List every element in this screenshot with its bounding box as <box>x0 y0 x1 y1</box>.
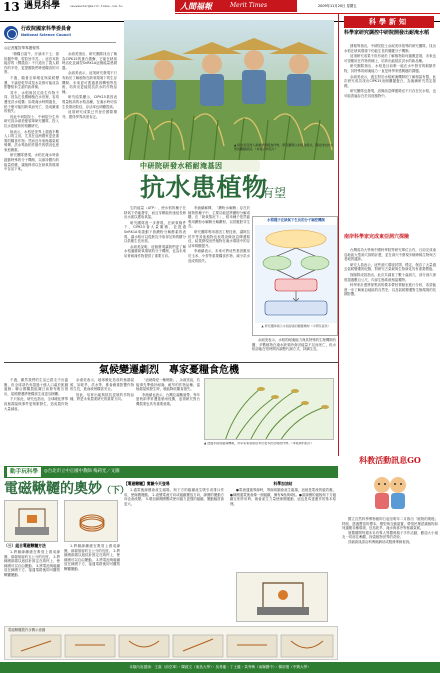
byline: ◎記者羅智華專題報導 <box>4 46 40 50</box>
paragraph: 因此中研院院士、中研院分生所研究員余淑美便領軍研究團隊，投入抗水患植物的相關研究。 <box>4 114 59 128</box>
paragraph: 研究團隊也發現，這條訊息傳遞路徑不只存在於水稻，也可能普遍存在於其他植物中。 <box>344 89 436 98</box>
sidebar-banner: 科學新知 <box>344 16 434 28</box>
paragraph: 研究團隊利用基因工程技術，讓阿拉伯芥等其他植物也表現這條訊息傳遞路徑，結果發現這些植物在淹水環境中的存活率明顯提升。 <box>188 229 250 248</box>
paragraph: 研究團隊發現，水稻在淹水時會啟動特殊的分子機制，以維持體內的能量供應，讓植株得以在缺氧的環境中存活下來。 <box>4 153 59 172</box>
figure-title: 水稻種子在缺氧下生長的分子調控機制 <box>267 218 325 222</box>
signaling-pathway-diagram <box>255 225 337 323</box>
contact-email[interactable]: newsmaster@merit-times.com.tw <box>70 4 123 8</box>
paragraph: 余淑美表示，過去對於水稻耐淹機制的了解相當有限，此次研究成功找出CIPK15這個關鍵蛋白，為後續研究奠定基礎。 <box>344 74 436 88</box>
step-heading-2: 【電磁鞦韆】實驗今天登場 <box>124 481 170 486</box>
paragraph: 研究團隊指出，水稻是目前唯一能在水中發芽的穀類作物，其特殊的耐淹能力一直是科學家感興趣的課題。 <box>344 64 436 73</box>
section-title: 遇見科學 <box>24 1 61 11</box>
climate-column-2 <box>70 378 134 462</box>
swing-result-image <box>237 573 328 622</box>
brand-chinese: 人間福報 <box>180 1 212 11</box>
paragraph: 「這就像是一種保險」，余淑美說，若能事先準備好耐淹、耐旱的作物品種，當極端氣候發生時，就能降低糧食損失。 <box>136 378 200 392</box>
paragraph: 研究人員表示，這些洞穴環境封閉、穩定，保存了大量過去氣候變遷的紀錄，對研究古氣候與生物演化具有重要價值。 <box>344 262 436 272</box>
sponsor-name-en: National Science Council <box>21 33 71 37</box>
paragraph: 國立自然科學博物館即日起至明年二月推出「植物的奧秘」特展，透過豐富的標本、模型與互動裝置，帶領民眾認識植物如何適應各種環境，包括乾旱、淹水與寒冷等極端氣候。 <box>342 517 438 531</box>
science-news-sidebar <box>338 14 438 456</box>
activity-column-4 <box>230 488 336 568</box>
paragraph: 台灣成功大學與中國科學院等研究單位合作，日前完成東亞地區大型洞穴探勘計畫，並在洞穴中發現多種珍稀生物與古老地質遺跡。 <box>344 248 436 262</box>
climate-photo-caption: ▲ 透過水稻的耐淹機制，科學家希望能培育出更多抗逆境的作物。（本報資料照片） <box>204 442 314 445</box>
coil-photo <box>64 500 118 542</box>
figure-caption: ▲ 研究團隊揭示水稻耐淹的關鍵機制（中研院提供） <box>261 324 331 328</box>
paragraph: 不過，隨著全球暖化與氣候變遷，不論是乾旱或是水災都可能成為影響稻米生產的致命傷。 <box>4 75 59 90</box>
brand-english: Merit Times <box>230 2 268 9</box>
newspaper-brand <box>175 0 297 12</box>
paragraph: 余淑美表示，水稻的耐淹能力與其特殊的生理機制有關，多數植物在淹水缺氧時會因能量不足而死亡，但水稻卻能在短時間內調整代謝方式，持續生長。 <box>252 338 336 352</box>
paragraph: 不過，雖然我們的生活已經走不出溫飽，但全球卻仍有超過十億人口處於飢餓邊緣；聯合國糧農組織日前發布報告指出，氣候變遷將使糧食生產更加困難。 <box>4 378 68 396</box>
activity-author: ◎台北市立中正國中教師 梅莉光／文圖 <box>44 469 120 474</box>
paragraph: 因此，培育出能夠抵抗逆境的作物品種，將是未來農業研究的重要方向。 <box>70 392 134 402</box>
step-diagram-image <box>7 633 337 659</box>
activity-column-3 <box>124 488 224 622</box>
climate-headline: 氣候變遷劇烈 專家憂糧食危機 <box>99 365 239 376</box>
sidebar-heading-2: 南岸科學家完成東亞洞穴探險 <box>344 234 410 240</box>
paragraph: 余淑美說明，這個發現讓我們更了解水稻適應缺氧環境的分子機制，也為未來培育耐淹作物提供了重要方向。 <box>124 244 186 258</box>
paragraph: 這項研究成果不但有助於了解植物如何適應逆境，未來也可望應用在作物育種上，培育出能抵抗洪水的新品種。 <box>344 54 436 63</box>
climate-column-1 <box>4 378 68 462</box>
article-column-1 <box>124 206 186 356</box>
coil-image <box>65 501 118 542</box>
cartoon-kids-icon <box>366 467 414 515</box>
intro-column-2 <box>62 52 117 352</box>
activity-column-2 <box>64 544 120 622</box>
step-diagram-strip <box>4 626 338 660</box>
paragraph: 余淑美指出，研究團隊找出了稱為CIPK15的蛋白激酶，它能在缺氧時活化並調控SnRK1A這個能量感測器。 <box>62 52 117 70</box>
kicker: 中研院研發水稻耐淹基因 <box>140 162 223 170</box>
event-box-body <box>342 517 438 545</box>
paragraph: 展覽期間每週末另有專人導覽與親子手作活動，歡迎大小朋友一同前往參觀，探索植物世界的奇妙。 <box>342 530 438 540</box>
photo-caption: ▲ 稻米是亞洲人最重要的糧食作物，研究團隊以水稻為模式，期能找出抗水患的關鍵基因。（本報資料照片） <box>234 143 334 151</box>
activity-title-suffix: （下） <box>102 486 130 496</box>
main-headline: 抗水患植物 <box>140 173 268 202</box>
paragraph: 余淑美表示，地球暖化造成的極端氣候，如乾旱、洪水等，都會嚴重影響作物的生長，進而威脅糧食安全。 <box>70 378 134 392</box>
issue-date: 2009年11月20日 星期五 <box>318 4 357 8</box>
paragraph: 李涌鎮解釋，「澱粉水解酶」存在於植物的種子中，主要功能是將澱粉分解成糖。在「缺氧情況下」，稻米種子依然能利用澱粉水解酶分解澱粉，以供應胚芽生長。 <box>188 206 250 229</box>
paragraph: 不只如此，研究也指出，全球暖化將導致極端氣候事件更頻繁發生，造成農作物大量減產。 <box>4 397 68 411</box>
children-in-rice-field-image <box>124 20 334 160</box>
paragraph: 詳細資訊請洽科博館網站或服務專線查詢。 <box>348 539 413 544</box>
rice-stalk-image <box>205 379 334 440</box>
sidebar-body-2 <box>344 248 436 448</box>
footer-credits: 本版內容諮詢：王嘉（前空軍）・陳啟文（東吳大學）・吳易龍・丁士龍・黃秀梅（南縣國中）・楊裕強（中興大學） <box>0 662 440 673</box>
paragraph: 1.將銅線纏繞在吸管上做成線圈，兩端預留約五公分的長度。 2.將線圈兩端以迴紋針固定在紙杯上，使線圈可以自由擺動。 3.將電池與磁鐵放在線圈下方，接通電路後即可觀察鞦韆擺動。 <box>4 550 60 577</box>
paragraph: 其中，水稻與其它陸生作物不同，因為它長期種植在水田裡，容易遭受洪水侵襲；如果淹水時間過長，稻子便可能因缺氧而死亡，造成嚴重的損失。 <box>4 90 59 114</box>
paragraph: 李涌鎮也表示，台灣位處颱風帶，每年夏秋兩季常遭逢豪雨侵襲，這項研究對台灣農業也具有重要意義。 <box>136 392 200 406</box>
mechanism-figure <box>252 216 338 336</box>
sponsor-name: 行政院國家科學委員會 <box>21 26 72 32</box>
paragraph: ●電流通過導線時，導線周圍會產生磁場，這就是電流的磁效應。●線圈通電後會像一個磁鐵，擁有N極與S極。●當線圈的磁極與下方磁鐵互相作用時，就會產生力量使線圈運動，這也是馬達運作的基本原理。 <box>230 488 336 506</box>
page-number: 13 <box>3 0 20 14</box>
activity-column-1 <box>4 550 60 622</box>
sidebar-body-1 <box>344 44 436 228</box>
climate-column-3 <box>136 378 200 462</box>
paragraph: 據報導指出，中研院院士余淑美所領導的研究團隊，找出水稻在缺氧環境下仍能生長的關鍵分子機制。 <box>344 44 436 53</box>
result-photo <box>236 572 328 622</box>
activity-label: 動手玩科學 <box>7 467 41 477</box>
paragraph: 她表示，水稻是世界上超過半數人口的主食，尤其在亞洲國家更是重要的糧食作物；然而近年來極端氣候頻傳，洪水導致稻作損失的情況也愈來愈嚴重。 <box>4 129 59 152</box>
article-column-2 <box>188 206 250 356</box>
rice-field-photo <box>124 20 334 160</box>
magnet-apparatus-image <box>5 501 58 542</box>
nsc-logo-icon <box>4 26 18 40</box>
paragraph: 探險隊成員指出，此次共調查了數十處洞穴，部分洞穴深度超過數百公尺，內部生態系統相當獨特。 <box>344 272 436 282</box>
paragraph: 「雜糧日當午，汗滴禾下土；誰知盤中飧，粒粒皆辛苦。」這首耳熟能詳的《憫農詩》不只道出了農人耕作的辛勞，更提醒我們珍惜糧食的可貴。 <box>4 52 59 75</box>
paragraph: 余淑美表示，這項研究發現不只有助於了解植物在缺氧環境下的生存機制，未來更可透過基因轉殖等技術，培育出更能抵抗洪水的作物品種。 <box>62 71 117 94</box>
step-heading-1: （三）組合電磁鞦韆方法 <box>4 543 46 548</box>
rice-plant-photo <box>204 378 334 440</box>
paragraph: 生的能量（ATP），使水稻的種子在缺氧下仍能發芽，而且芽鞘能快速延長伸出水面以獲取氧氣。 <box>124 206 186 220</box>
activity-title-main: 電磁鞦韆的奧妙 <box>4 481 102 497</box>
strip-label: 電磁鞦韆製作步驟示意圖 <box>8 628 46 632</box>
sidebar-heading-1: 科學家研究調控中研院開發出耐淹水稻 <box>344 30 430 36</box>
paragraph: 研究團隊進一步發現，在缺氧條件下，CIPK15會大量累積，並透過SnRK1A來啟動下游澱粉分解酵素的表現，讓水稻可以從胚乳中取得足夠的糖分以供應生長所需。 <box>124 220 186 244</box>
activity-banner <box>4 466 338 478</box>
science-station-heading: 科學加油站 <box>273 481 293 486</box>
paragraph: 1.通電後線圈會產生磁場，與下方的磁鐵產生吸引或排斥作用，使線圈擺動。 2.改變電流方向或磁鐵擺放方向，線圈的擺動方向也會改變。 3.增加線圈圈數或使用磁力更強的磁鐵，擺動幅度會更大。 <box>124 488 224 506</box>
headline-suffix: 有望 <box>262 186 287 200</box>
event-box-title: 科教活動訊息GO <box>359 455 421 465</box>
science-event-box <box>342 455 438 671</box>
paragraph: 1.將銅線纏繞在吸管上做成線圈，兩端預留約五公分的長度。 2.將線圈兩端以迴紋針固定在紙杯上，使線圈可以自由擺動。 3.將電池與磁鐵放在線圈下方，接通電路後即可觀察鞦韆擺動。 <box>64 544 120 571</box>
intro-column-1 <box>4 52 59 352</box>
paragraph: 研究結果顯示，CIPK15基因表現量較高的水稻品種，在淹水時幼苗生長情況較佳，存活率也明顯提高。 <box>62 95 117 109</box>
section-divider <box>4 362 338 363</box>
experiment-photo <box>4 500 58 542</box>
paragraph: 這項研究成果已刊登於國際期刊，獲得學界高度肯定。 <box>62 110 117 119</box>
paragraph: 科學家計畫將採集到的樣本帶回實驗室進行分析，希望能進一步了解東亞地區的自然史，以及氣候變遷對生態環境的長期影響。 <box>344 283 436 297</box>
paragraph: 李涌鎮表示，未來可將這些基因應用於玉米、小麥等重要糧食作物，減少洪水造成的損失。 <box>188 249 250 263</box>
sponsor-block <box>4 24 116 43</box>
article-column-3 <box>252 338 336 360</box>
